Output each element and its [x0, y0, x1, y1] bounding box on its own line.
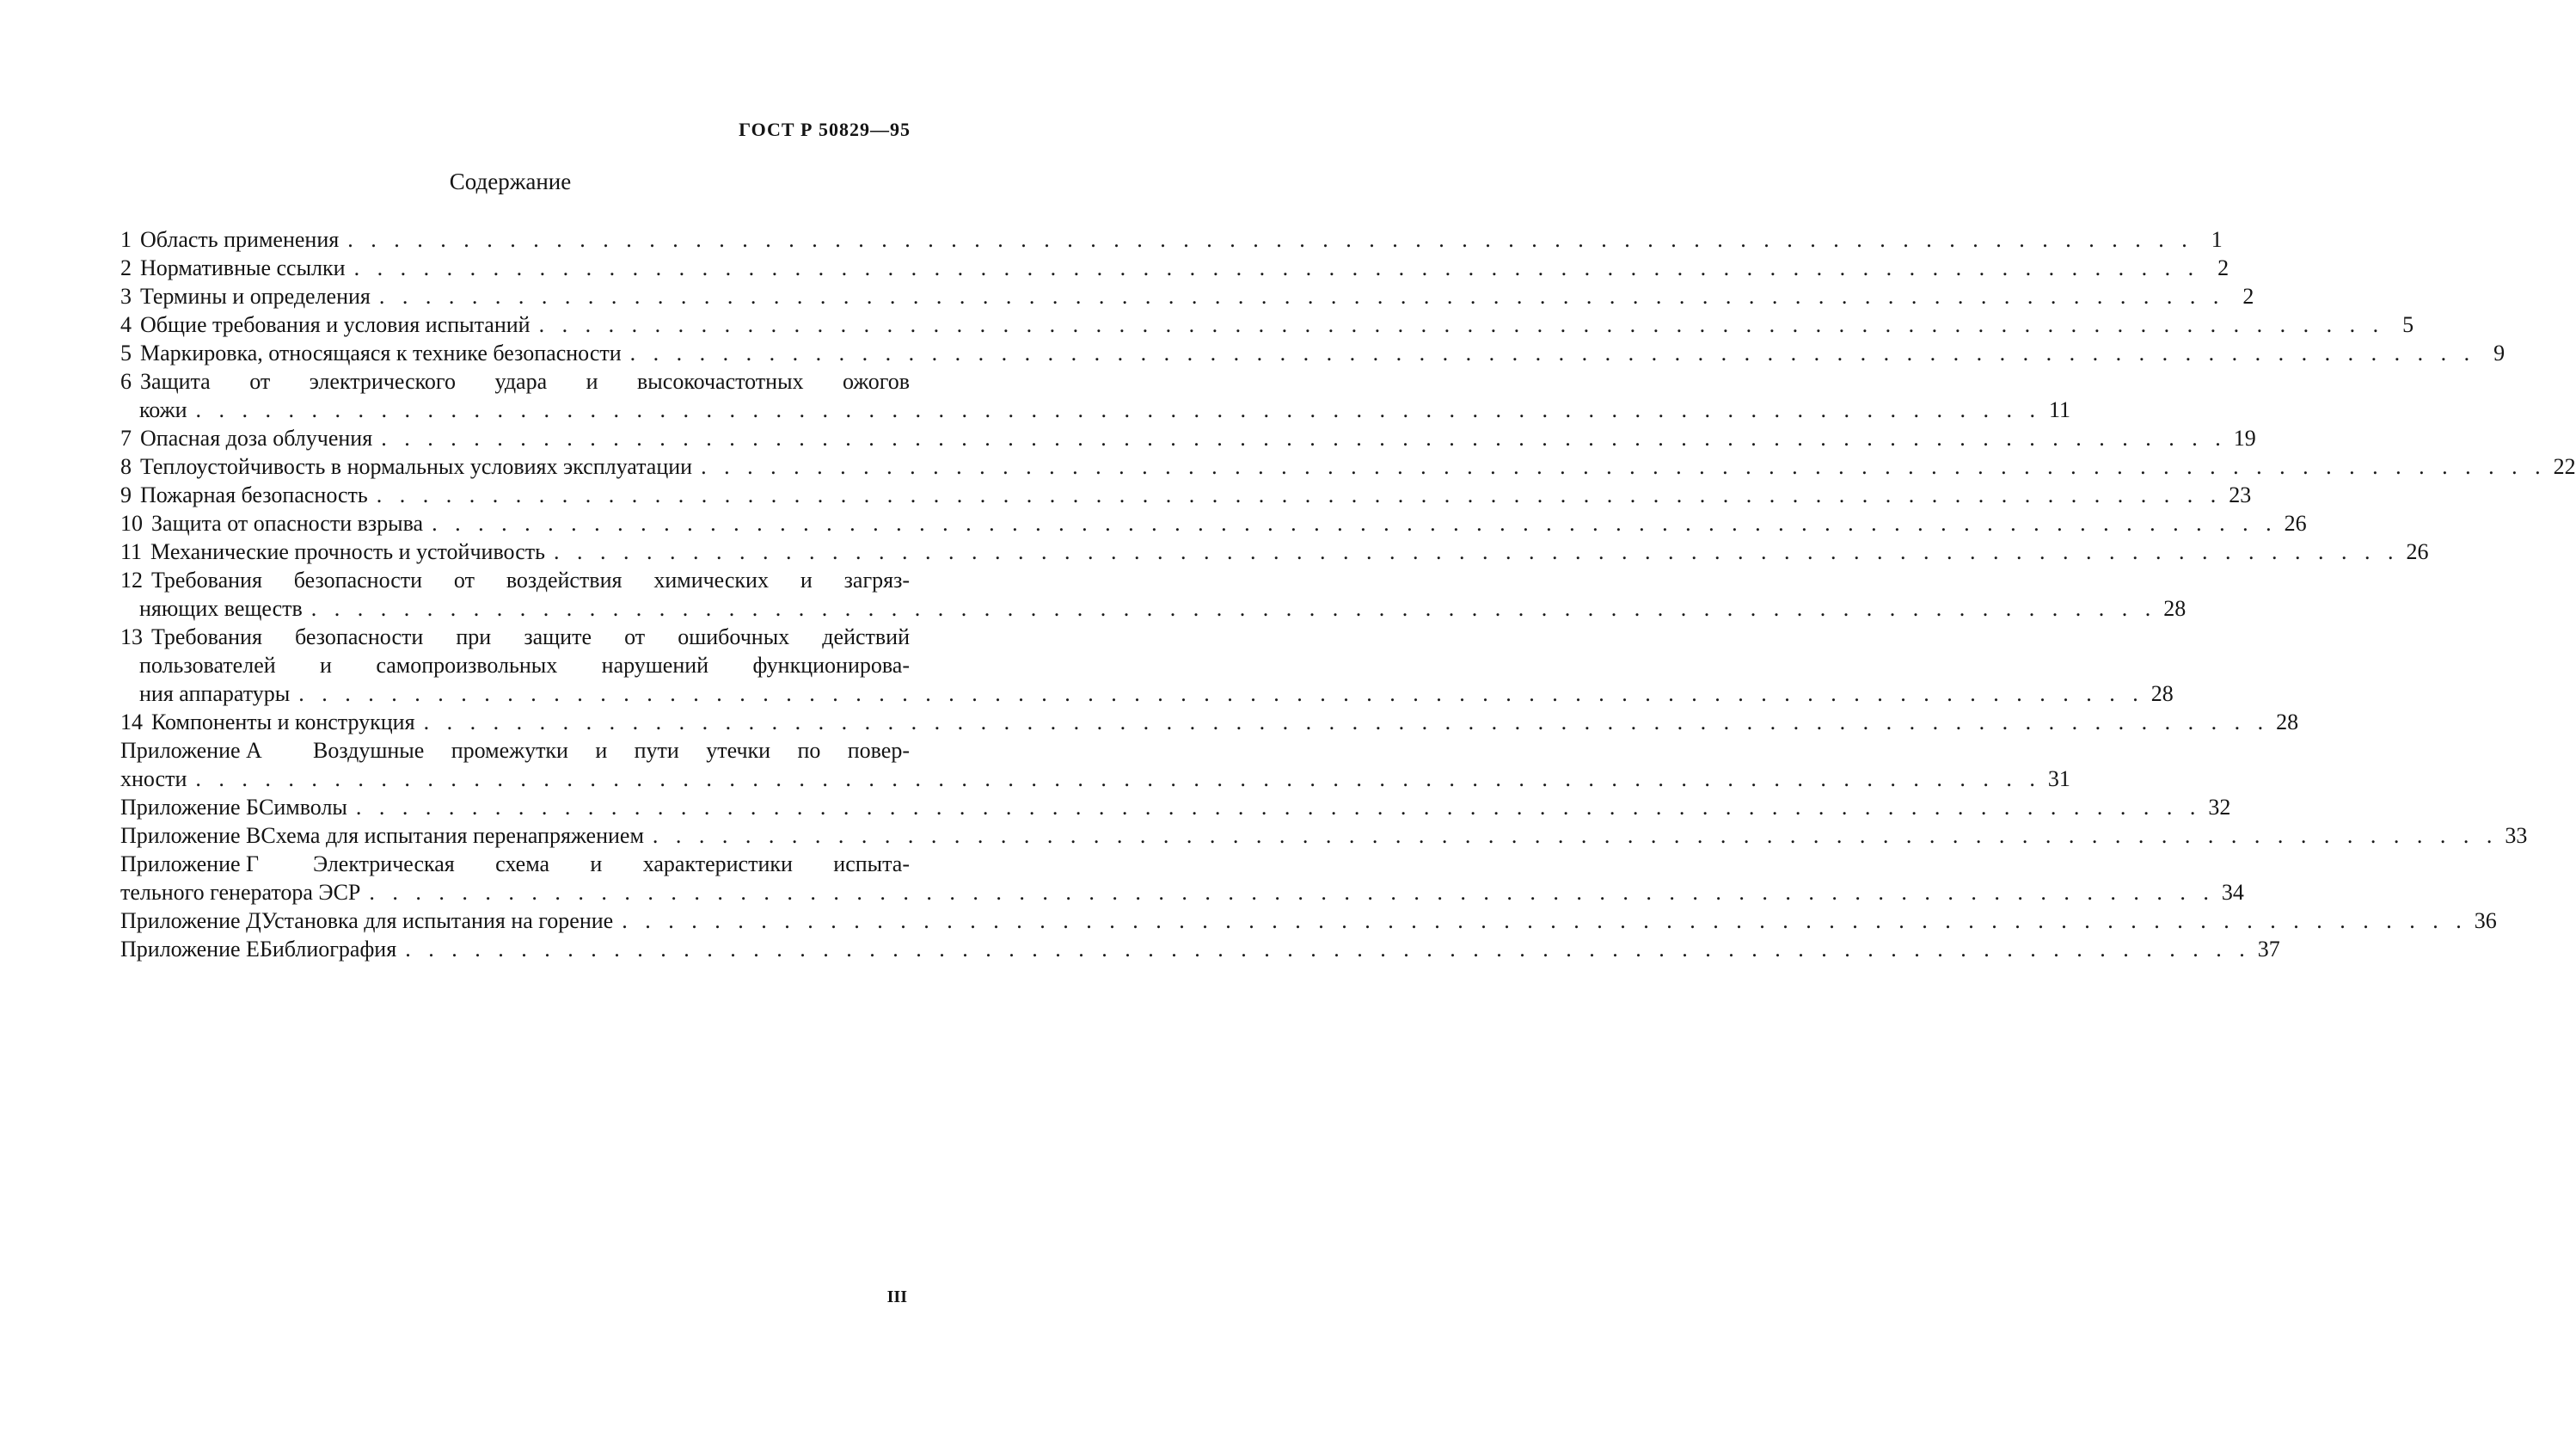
- toc-page-number: 33: [2505, 823, 2528, 848]
- toc-entry-title: пользователей и самопроизвольных нарушений функционирова-: [139, 653, 910, 678]
- appendix-title: Символы: [258, 795, 347, 820]
- dot-leader: . . . . . . . . . . . . . . . . . . . . . . . . . . . . . . . . . . . . . . . . . . . . . . . . . . . . . . . . . . . . . . . . . . . . . . . . . . . . . . . .: [355, 795, 2202, 820]
- toc-entry-title: няющих веществ: [139, 596, 303, 621]
- toc-line: [120, 793, 2231, 821]
- toc-line: [120, 538, 2429, 566]
- toc-line: [120, 935, 2280, 963]
- toc-entry-title: Область применения: [140, 227, 340, 252]
- toc-line: [120, 566, 910, 594]
- toc-section-number: 5: [120, 341, 132, 366]
- toc-line: [120, 736, 910, 765]
- toc-page-number: 5: [2402, 312, 2414, 337]
- toc-line: [120, 850, 910, 878]
- toc-line: [120, 651, 910, 679]
- dot-leader: . . . . . . . . . . . . . . . . . . . . . . . . . . . . . . . . . . . . . . . . . . . . . . . . . . . . . . . . . . . . . . . . . . . . . . . . . . . . . . . .: [298, 681, 2144, 706]
- toc-page-number: 37: [2257, 937, 2280, 962]
- appendix-title: тельного генератора ЭСР: [120, 880, 361, 905]
- toc-page-number: 32: [2208, 795, 2231, 820]
- toc-section-number: 10: [120, 511, 143, 536]
- toc-line: [120, 878, 2244, 906]
- toc-entry-title: Требования безопасности от воздействия химических и загряз-: [151, 568, 910, 593]
- toc-entry-title: Опасная доза облучения: [140, 426, 373, 451]
- toc-page-number: 28: [2276, 710, 2299, 734]
- dot-leader: . . . . . . . . . . . . . . . . . . . . . . . . . . . . . . . . . . . . . . . . . . . . . . . . . . . . . . . . . . . . . . . . . . . . . . . . . . . . . . . .: [652, 823, 2499, 848]
- appendix-label: Приложение В: [120, 823, 261, 848]
- appendix-title: Установка для испытания на горение: [261, 908, 614, 933]
- dot-leader: . . . . . . . . . . . . . . . . . . . . . . . . . . . . . . . . . . . . . . . . . . . . . . . . . . . . . . . . . . . . . . . . . . . . . . . . . . . . . . . .: [195, 397, 2042, 422]
- toc-line: [120, 679, 2174, 708]
- toc-line: [120, 367, 910, 396]
- toc-line: [120, 452, 2576, 481]
- toc-page-number: 34: [2221, 880, 2244, 905]
- toc-page-number: 36: [2474, 908, 2497, 933]
- toc-line: [120, 225, 2223, 254]
- appendix-title: хности: [120, 766, 187, 791]
- toc-section-number: 9: [120, 482, 132, 507]
- dot-leader: . . . . . . . . . . . . . . . . . . . . . . . . . . . . . . . . . . . . . . . . . . . . . . . . . . . . . . . . . . . . . . . . . . . . . . . . . . . . . . . .: [622, 908, 2468, 933]
- dot-leader: . . . . . . . . . . . . . . . . . . . . . . . . . . . . . . . . . . . . . . . . . . . . . . . . . . . . . . . . . . . . . . . . . . . . . . . . . . . . . . . .: [432, 511, 2278, 536]
- toc-line: [120, 765, 2070, 793]
- toc-entry-title: Термины и определения: [140, 284, 371, 309]
- dot-leader: . . . . . . . . . . . . . . . . . . . . . . . . . . . . . . . . . . . . . . . . . . . . . . . . . . . . . . . . . . . . . . . . . . . . . . . . . . . . . . . .: [376, 482, 2223, 507]
- dot-leader: . . . . . . . . . . . . . . . . . . . . . . . . . . . . . . . . . . . . . . . . . . . . . . . . . . . . . . . . . . . . . . . . . . . . . . . . . . . . . . . .: [553, 539, 2400, 564]
- dot-leader: . . . . . . . . . . . . . . . . . . . . . . . . . . . . . . . . . . . . . . . . . . . . . . . . . . . . . . . . . . . . . . . . . . . . . . . . . . . . . . . .: [347, 227, 2193, 252]
- toc-line: [120, 396, 2071, 424]
- toc-section-number: 13: [120, 624, 143, 649]
- dot-leader: . . . . . . . . . . . . . . . . . . . . . . . . . . . . . . . . . . . . . . . . . . . . . . . . . . . . . . . . . . . . . . . . . . . . . . . . . . . . . . . .: [381, 426, 2227, 451]
- toc-page-number: 22: [2553, 454, 2576, 479]
- appendix-title: Схема для испытания перенапряжением: [261, 823, 644, 848]
- toc-section-number: 4: [120, 312, 132, 337]
- dot-leader: . . . . . . . . . . . . . . . . . . . . . . . . . . . . . . . . . . . . . . . . . . . . . . . . . . . . . . . . . . . . . . . . . . . . . . . . . . . . . . . .: [629, 341, 2476, 366]
- appendix-title: Воздушные промежутки и пути утечки по повер-: [313, 738, 910, 763]
- toc-line: [120, 339, 2505, 367]
- toc-entry-title: ния аппаратуры: [139, 681, 291, 706]
- toc-line: [120, 509, 2307, 538]
- toc-page-number: 1: [2211, 227, 2223, 252]
- toc-section-number: 3: [120, 284, 132, 309]
- toc-page-number: 31: [2047, 766, 2070, 791]
- toc-page-number: 2: [2217, 255, 2229, 280]
- toc-page-number: 26: [2284, 511, 2307, 536]
- dot-leader: . . . . . . . . . . . . . . . . . . . . . . . . . . . . . . . . . . . . . . . . . . . . . . . . . . . . . . . . . . . . . . . . . . . . . . . . . . . . . . . .: [405, 937, 2251, 962]
- toc-entry-title: Механические прочность и устойчивость: [150, 539, 545, 564]
- appendix-label: Приложение Б: [120, 795, 259, 820]
- dot-leader: . . . . . . . . . . . . . . . . . . . . . . . . . . . . . . . . . . . . . . . . . . . . . . . . . . . . . . . . . . . . . . . . . . . . . . . . . . . . . . . .: [423, 710, 2270, 734]
- appendix-title: Электрическая схема и характеристики испыта-: [313, 851, 910, 876]
- toc-line: [120, 623, 910, 651]
- toc-line: [120, 254, 2229, 282]
- toc-entry-title: Компоненты и конструкция: [151, 710, 415, 734]
- toc-entry-title: Нормативные ссылки: [140, 255, 346, 280]
- toc-page-number: 19: [2233, 426, 2256, 451]
- toc-line: [120, 594, 2187, 623]
- toc-line: [120, 481, 2252, 509]
- toc-entry-title: Пожарная безопасность: [140, 482, 368, 507]
- toc-section-number: 8: [120, 454, 132, 479]
- toc-entry-title: Общие требования и условия испытаний: [140, 312, 531, 337]
- dot-leader: . . . . . . . . . . . . . . . . . . . . . . . . . . . . . . . . . . . . . . . . . . . . . . . . . . . . . . . . . . . . . . . . . . . . . . . . . . . . . . . .: [353, 255, 2200, 280]
- toc-section-number: 1: [120, 227, 132, 252]
- toc-entry-title: Требования безопасности при защите от ошибочных действий: [151, 624, 910, 649]
- toc-line: [120, 282, 2254, 310]
- toc-entry-title: Защита от опасности взрыва: [151, 511, 424, 536]
- dot-leader: . . . . . . . . . . . . . . . . . . . . . . . . . . . . . . . . . . . . . . . . . . . . . . . . . . . . . . . . . . . . . . . . . . . . . . . . . . . . . . . .: [378, 284, 2225, 309]
- toc-entry-title: Маркировка, относящаяся к технике безопасности: [140, 341, 622, 366]
- toc-page-number: 26: [2406, 539, 2429, 564]
- dot-leader: . . . . . . . . . . . . . . . . . . . . . . . . . . . . . . . . . . . . . . . . . . . . . . . . . . . . . . . . . . . . . . . . . . . . . . . . . . . . . . . .: [310, 596, 2157, 621]
- toc-section-number: 14: [120, 710, 143, 734]
- appendix-label: Приложение Г: [120, 851, 260, 876]
- toc-line: [120, 906, 2497, 935]
- dot-leader: . . . . . . . . . . . . . . . . . . . . . . . . . . . . . . . . . . . . . . . . . . . . . . . . . . . . . . . . . . . . . . . . . . . . . . . . . . . . . . . .: [369, 880, 2215, 905]
- toc-entry-title: Защита от электрического удара и высокочастотных ожогов: [140, 369, 910, 394]
- toc-page-number: 23: [2229, 482, 2252, 507]
- toc-page-number: 28: [2163, 596, 2187, 621]
- dot-leader: . . . . . . . . . . . . . . . . . . . . . . . . . . . . . . . . . . . . . . . . . . . . . . . . . . . . . . . . . . . . . . . . . . . . . . . . . . . . . . . .: [701, 454, 2547, 479]
- appendix-label: Приложение А: [120, 738, 262, 763]
- appendix-label: Приложение Е: [120, 937, 260, 962]
- dot-leader: . . . . . . . . . . . . . . . . . . . . . . . . . . . . . . . . . . . . . . . . . . . . . . . . . . . . . . . . . . . . . . . . . . . . . . . . . . . . . . . .: [195, 766, 2041, 791]
- toc-page-number: 28: [2150, 681, 2174, 706]
- toc-page-number: 11: [2049, 397, 2071, 422]
- toc-page-number: 9: [2493, 341, 2505, 366]
- appendix-label: Приложение Д: [120, 908, 261, 933]
- appendix-title: Библиография: [259, 937, 397, 962]
- toc-section-number: 12: [120, 568, 143, 593]
- toc-entry-title: Теплоустойчивость в нормальных условиях эксплуатации: [140, 454, 693, 479]
- dot-leader: . . . . . . . . . . . . . . . . . . . . . . . . . . . . . . . . . . . . . . . . . . . . . . . . . . . . . . . . . . . . . . . . . . . . . . . . . . . . . . . .: [538, 312, 2385, 337]
- toc-title: Содержание: [449, 169, 572, 194]
- toc-section-number: 7: [120, 426, 132, 451]
- toc-section-number: 6: [120, 369, 132, 394]
- page-number: III: [886, 1287, 907, 1306]
- document-code: ГОСТ Р 50829—95: [739, 119, 911, 140]
- toc-section-number: 11: [120, 539, 143, 564]
- toc-line: [120, 821, 2528, 850]
- toc-section-number: 2: [120, 255, 132, 280]
- toc-line: [120, 424, 2256, 452]
- toc-line: [120, 708, 2299, 736]
- toc-page-number: 2: [2242, 284, 2254, 309]
- toc-line: [120, 310, 2414, 339]
- table-of-contents: [120, 225, 2576, 963]
- toc-entry-title: кожи: [139, 397, 187, 422]
